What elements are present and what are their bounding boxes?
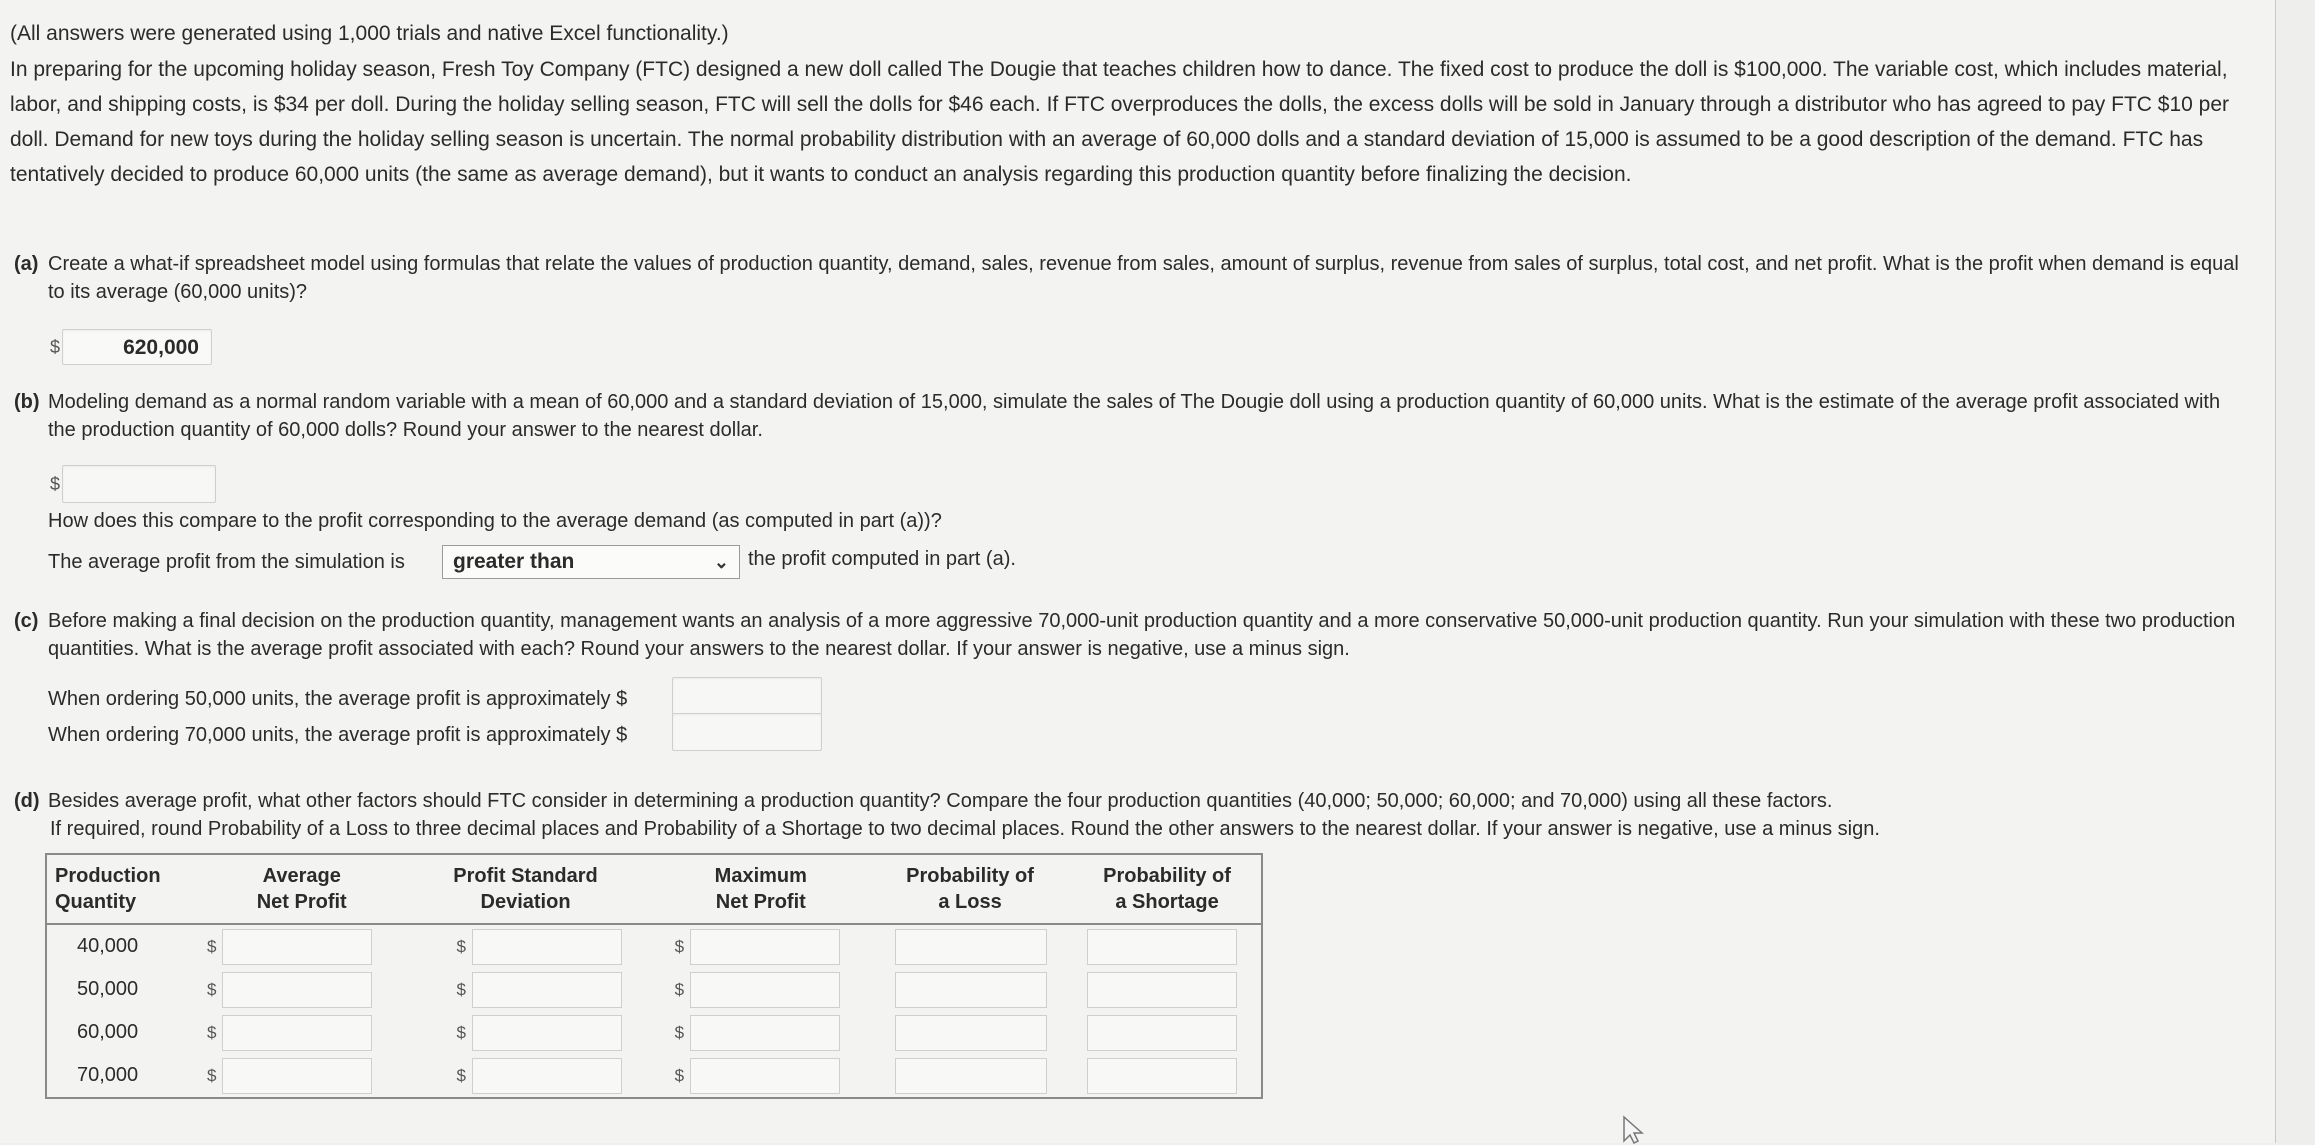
question-b-letter: (b) — [14, 391, 40, 413]
shortage-input[interactable] — [1087, 1015, 1237, 1051]
question-a — [14, 250, 2244, 306]
col-header-average: Average Net Profit — [207, 854, 396, 924]
question-b-text: Modeling demand as a normal random variable with a mean of 60,000 and a standard deviation of 15,000, simulate the sales of The Dougie doll using a production quantity of 60,000 units. What is the estimate of the average profit associated with the production quantity of 60,000 dolls? Round your answer to the nearest dollar. — [48, 391, 2221, 441]
trials-note: (All answers were generated using 1,000 trials and native Excel functionality.) — [10, 22, 729, 45]
avg-cell: $ — [207, 1011, 396, 1054]
loss-input[interactable] — [895, 972, 1047, 1008]
quantity-cell: 60,000 — [77, 1021, 139, 1043]
loss-input[interactable] — [895, 929, 1047, 965]
comparison-dropdown[interactable] — [442, 545, 740, 579]
table-row — [46, 968, 1262, 1011]
shortage-input[interactable] — [1087, 929, 1237, 965]
mouse-cursor-icon — [1620, 1115, 1650, 1145]
col-header-loss: Probability of a Loss — [867, 854, 1073, 924]
max-input[interactable] — [690, 929, 840, 965]
avg-input[interactable] — [222, 929, 372, 965]
compare-suffix: the profit computed in part (a). — [748, 548, 1016, 570]
col-header-shortage: Probability of a Shortage — [1073, 854, 1262, 924]
avg-input[interactable] — [222, 972, 372, 1008]
question-c-text: Before making a final decision on the production quantity, management wants an analysis of a more aggressive 70,000-unit production quantity and a more conservative 50,000-unit production quantity. Run your simulation with these two production quantities. What is the average profit associated with each? Round your answers to the nearest dollar. If your answer is negative, use a minus sign. — [48, 610, 2236, 660]
answer-c2-label: When ordering 70,000 units, the average profit is approximately $ — [48, 724, 628, 746]
quantity-cell: 70,000 — [77, 1064, 139, 1086]
comparison-selected: greater than — [453, 550, 575, 573]
col-header-std: Profit Standard Deviation — [396, 854, 654, 924]
col-header-quantity: Production Quantity — [46, 854, 207, 924]
avg-cell: $ — [207, 924, 396, 968]
answer-c1-label: When ordering 50,000 units, the average profit is approximately $ — [48, 688, 628, 710]
shortage-cell — [1073, 924, 1262, 968]
loss-input[interactable] — [895, 1015, 1047, 1051]
shortage-input[interactable] — [1087, 1058, 1237, 1094]
max-cell: $ — [655, 1011, 867, 1054]
std-input[interactable] — [472, 972, 622, 1008]
std-cell: $ — [396, 1054, 654, 1098]
col-header-max: Maximum Net Profit — [655, 854, 867, 924]
avg-cell: $ — [207, 968, 396, 1011]
shortage-input[interactable] — [1087, 972, 1237, 1008]
max-input[interactable] — [690, 972, 840, 1008]
question-b — [14, 388, 2244, 444]
max-cell: $ — [655, 1054, 867, 1098]
currency-label: $ — [50, 474, 61, 494]
quantity-cell: 40,000 — [77, 935, 139, 957]
max-input[interactable] — [690, 1058, 840, 1094]
answer-c2-field[interactable] — [672, 713, 822, 751]
std-input[interactable] — [472, 929, 622, 965]
chevron-down-icon: ⌄ — [713, 552, 729, 572]
question-a-text: Create a what-if spreadsheet model using formulas that relate the values of production quantity, demand, sales, revenue from sales, amount of surplus, revenue from sales of surplus, total cost, and net profit. What is the profit when demand is equal to its average (60,000 units)? — [48, 253, 2239, 303]
max-cell: $ — [655, 924, 867, 968]
shortage-cell — [1073, 968, 1262, 1011]
table-row — [46, 924, 1262, 968]
answer-a-field[interactable]: 620,000 — [62, 329, 212, 365]
std-cell: $ — [396, 1011, 654, 1054]
std-input[interactable] — [472, 1058, 622, 1094]
table-row — [46, 1054, 1262, 1098]
avg-input[interactable] — [222, 1015, 372, 1051]
question-a-letter: (a) — [14, 253, 39, 275]
question-d-letter: (d) — [14, 790, 40, 812]
question-d-text: Besides average profit, what other factors should FTC consider in determining a production quantity? Compare the four production quantities (40,000; 50,000; 60,000; and 70,000) using all these factors. — [48, 790, 1833, 812]
loss-cell — [867, 1011, 1073, 1054]
answer-c1-field[interactable] — [672, 677, 822, 715]
question-d-instructions: If required, round Probability of a Loss to three decimal places and Probability of a Shortage to two decimal places. Round the other answers to the nearest dollar. If your answer is negative, use a minus sign. — [50, 818, 1880, 840]
answer-b-field[interactable] — [62, 465, 216, 503]
loss-cell — [867, 924, 1073, 968]
compare-question: How does this compare to the profit corresponding to the average demand (as computed in part (a))? — [48, 510, 942, 532]
comparison-table — [45, 853, 1263, 1099]
table-row — [46, 1011, 1262, 1054]
loss-cell — [867, 1054, 1073, 1098]
shortage-cell — [1073, 1054, 1262, 1098]
compare-prefix: The average profit from the simulation is — [48, 551, 405, 573]
currency-label: $ — [50, 337, 61, 357]
loss-cell — [867, 968, 1073, 1011]
table-header-row — [46, 854, 1262, 924]
avg-cell: $ — [207, 1054, 396, 1098]
avg-input[interactable] — [222, 1058, 372, 1094]
std-cell: $ — [396, 968, 654, 1011]
std-cell: $ — [396, 924, 654, 968]
question-d — [14, 787, 2244, 843]
std-input[interactable] — [472, 1015, 622, 1051]
problem-intro: In preparing for the upcoming holiday season, Fresh Toy Company (FTC) designed a new doll called The Dougie that teaches children how to dance. The fixed cost to produce the doll is $100,000. The variable cost, which includes material, labor, and shipping costs, is $34 per doll. During the holiday selling season, FTC will sell the dolls for $46 each. If FTC overproduces the dolls, the excess dolls will be sold in January through a distributor who has agreed to pay FTC $10 per doll. Demand for new toys during the holiday selling season is uncertain. The normal probability distribution with an average of 60,000 dolls and a standard deviation of 15,000 is assumed to be a good description of the demand. FTC has tentatively decided to produce 60,000 units (the same as average demand), but it wants to conduct an analysis regarding this production quantity before finalizing the decision. — [10, 58, 2230, 186]
max-input[interactable] — [690, 1015, 840, 1051]
shortage-cell — [1073, 1011, 1262, 1054]
question-c — [14, 607, 2244, 663]
quantity-cell: 50,000 — [77, 978, 139, 1000]
question-c-letter: (c) — [14, 610, 39, 632]
max-cell: $ — [655, 968, 867, 1011]
loss-input[interactable] — [895, 1058, 1047, 1094]
